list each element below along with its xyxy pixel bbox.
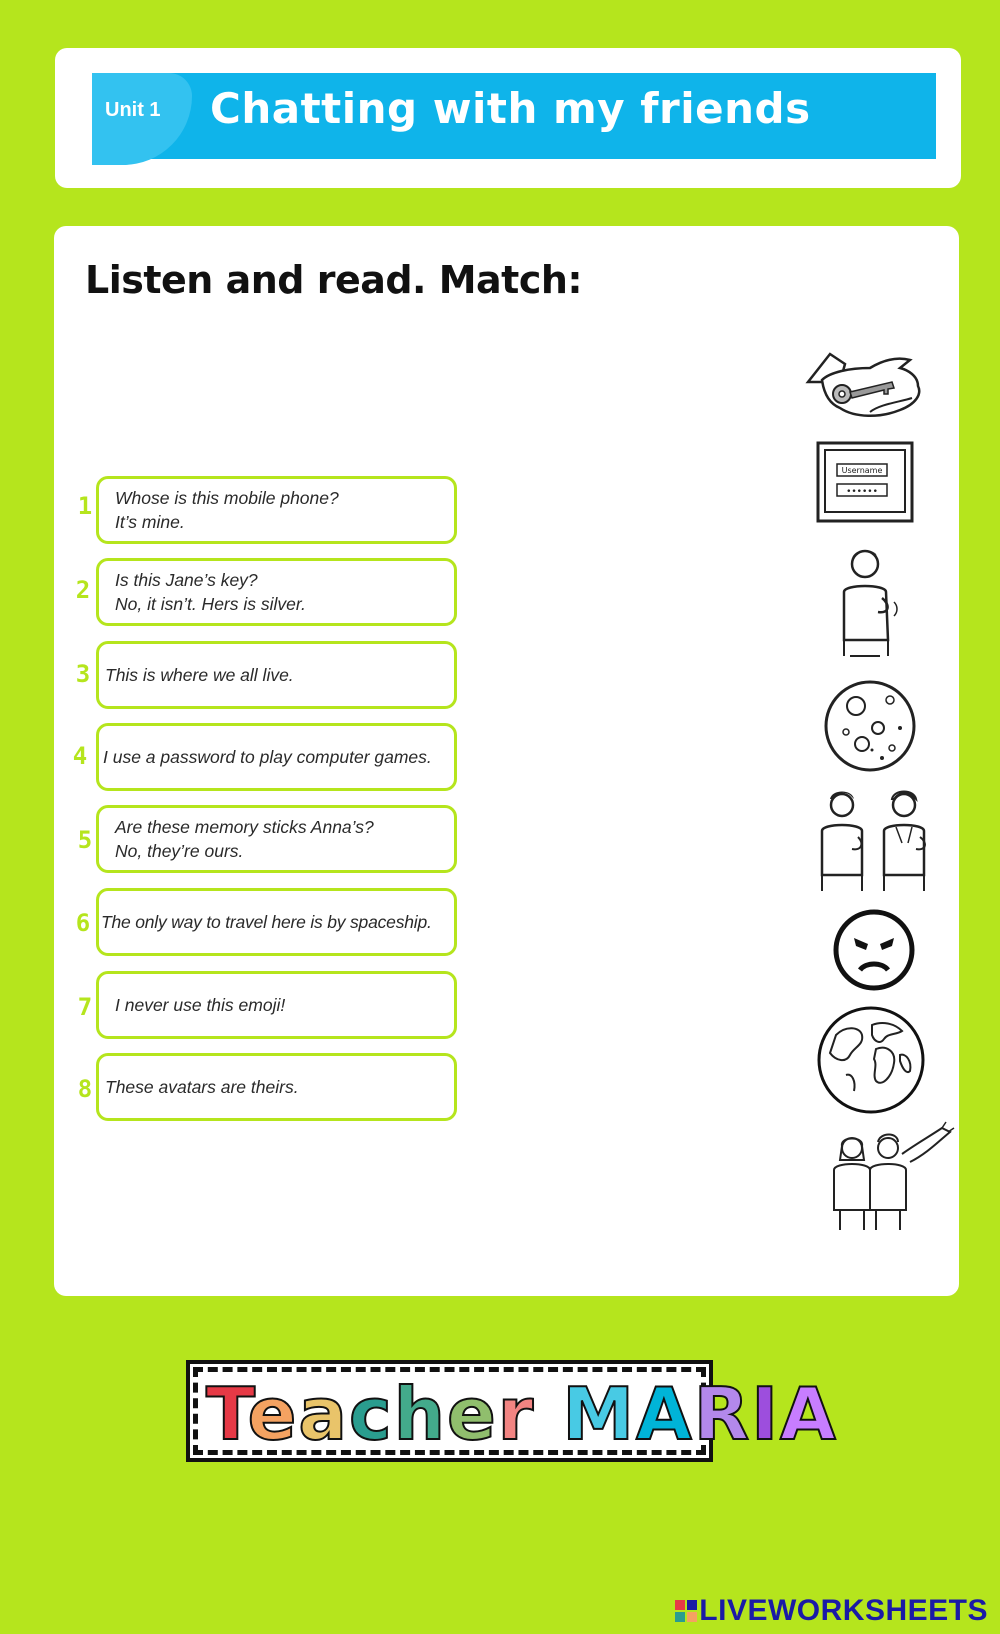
unit-title: Chatting with my friends [210,84,811,133]
logo-letter: e [446,1372,498,1456]
logo-letter [535,1372,562,1456]
sentence-box-4[interactable] [96,723,457,791]
logo-letter: M [562,1372,637,1456]
sentence-line: No, they’re ours. [115,841,244,861]
unit-label: Unit 1 [105,99,161,121]
logo-letter: A [780,1372,838,1456]
logo-letter: T [206,1372,248,1456]
login-screen-icon[interactable] [815,440,915,525]
item-number-6: 6 [75,909,91,937]
password-mask: •••••• [846,487,878,497]
logo-letter: R [693,1372,752,1456]
logo-letter: e [247,1372,299,1456]
teacher-logo-letters [206,1372,838,1456]
item-number-8: 8 [77,1075,93,1103]
item-number-1: 1 [77,492,93,520]
instruction-heading: Listen and read. Match: [85,258,583,302]
sentence-line: It’s mine. [115,512,185,532]
two-girls-icon[interactable] [826,1120,956,1235]
brand-text: LIVEWORKSHEETS [699,1594,988,1627]
sentence-box-5[interactable] [96,805,457,873]
item-number-7: 7 [77,993,93,1021]
logo-letter: h [393,1372,447,1456]
angry-emoji-icon[interactable] [832,908,916,992]
boy-pointing-self-icon[interactable] [830,540,910,660]
sentence-line: The only way to travel here is by spaceship. [101,912,432,932]
logo-letter: A [636,1372,694,1456]
sentence-line: This is where we all live. [105,665,294,685]
sentence-box-6[interactable] [96,888,457,956]
teacher-logo-text [206,1372,838,1456]
logo-letter: I [751,1372,781,1456]
earth-globe-icon[interactable] [816,1005,926,1115]
sentence-line: These avatars are theirs. [105,1077,299,1097]
hand-with-key-icon[interactable] [800,342,925,427]
sentence-box-2[interactable] [96,558,457,626]
sentence-box-8[interactable] [96,1053,457,1121]
item-number-4: 4 [72,742,88,770]
sentence-box-7[interactable] [96,971,457,1039]
sentence-box-1[interactable] [96,476,457,544]
logo-letter: a [298,1372,349,1456]
item-number-3: 3 [75,660,91,688]
sentence-box-3[interactable] [96,641,457,709]
sentence-line: I never use this emoji! [115,995,286,1015]
item-number-5: 5 [77,826,93,854]
username-label: Username [841,466,883,475]
sentence-line: Whose is this mobile phone? [115,488,339,508]
item-number-2: 2 [75,576,91,604]
logo-letter: r [497,1372,536,1456]
moon-icon[interactable] [822,678,918,774]
sentence-line: Are these memory sticks Anna’s? [115,817,374,837]
sentence-line: I use a password to play computer games. [103,747,432,767]
two-boys-icon[interactable] [812,785,942,895]
liveworksheets-badge-icon [675,1600,697,1622]
logo-letter: c [349,1372,394,1456]
liveworksheets-brand [675,1594,988,1628]
sentence-line: No, it isn’t. Hers is silver. [115,594,306,614]
sentence-line: Is this Jane’s key? [115,570,258,590]
